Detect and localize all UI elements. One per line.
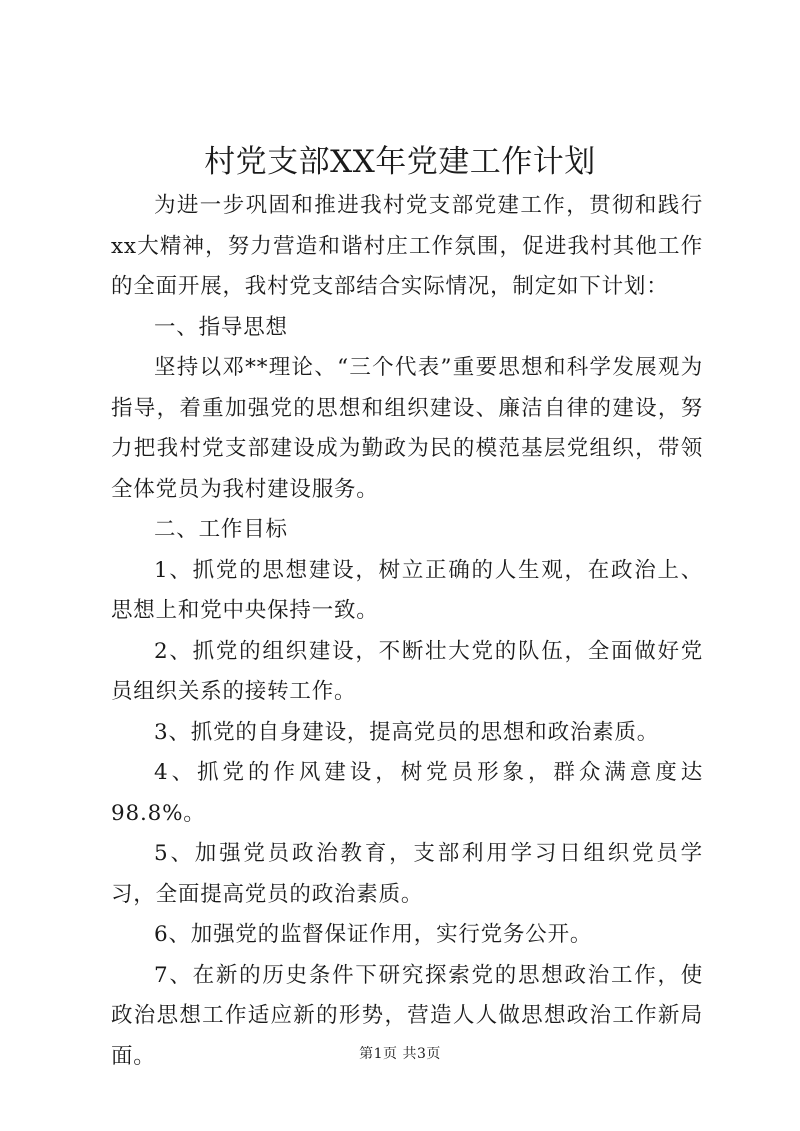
intro-paragraph: 为进一步巩固和推进我村党支部党建工作，贯彻和践行xx大精神，努力营造和谐村庄工作氛围，促进我村其他工作的全面开展，我村党支部结合实际情况，制定如下计划： — [111, 193, 703, 299]
page-number-footer: 第1页 共3页 — [359, 1046, 441, 1062]
goal-item-2: 2、抓党的组织建设，不断壮大党的队伍，全面做好党员组织关系的接转工作。 — [111, 638, 703, 704]
goal-item-6: 6、加强党的监督保证作用，实行党务公开。 — [154, 922, 593, 947]
document-title: 村党支部XX年党建工作计划 — [204, 144, 596, 180]
guiding-ideology-paragraph: 坚持以邓**理论、“三个代表”重要思想和科学发展观为指导，着重加强党的思想和组织建设、廉洁自律的建设，努力把我村党支部建设成为勤政为民的模范基层党组织，带领全体党员为我村建设服务。 — [111, 355, 703, 502]
goal-item-4: 4、抓党的作风建设，树党员形象，群众满意度达98.8%。 — [111, 760, 703, 826]
goal-item-7: 7、在新的历史条件下研究探索党的思想政治工作，使政治思想工作适应新的形势，营造人人做思想政治工作新局面。 — [111, 962, 703, 1069]
goal-item-1: 1、抓党的思想建设，树立正确的人生观，在政治上、思想上和党中央保持一致。 — [111, 557, 703, 623]
goal-item-5: 5、加强党员政治教育，支部利用学习日组织党员学习，全面提高党员的政治素质。 — [111, 841, 703, 907]
section-heading-work-goals: 二、工作目标 — [154, 517, 288, 542]
section-heading-guiding-ideology: 一、指导思想 — [154, 314, 288, 340]
goal-item-3: 3、抓党的自身建设，提高党员的思想和政治素质。 — [154, 719, 660, 745]
document-body — [111, 186, 703, 1077]
